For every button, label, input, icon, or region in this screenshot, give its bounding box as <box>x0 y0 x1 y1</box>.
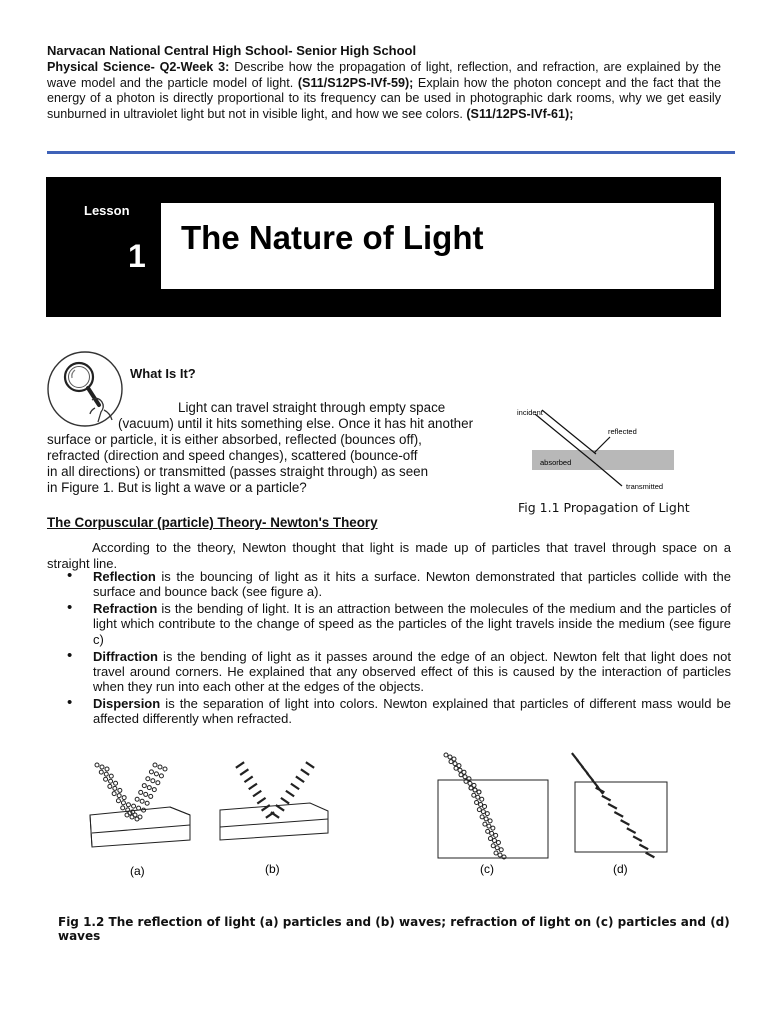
wavefront-mark <box>621 820 630 825</box>
list-item <box>67 696 731 727</box>
incident-ray <box>542 410 596 454</box>
wavefront-mark <box>249 784 257 790</box>
particle-dot <box>114 781 118 785</box>
figure-label-d: (d) <box>613 862 628 876</box>
reflected-label: reflected <box>608 427 637 436</box>
figure-b-waves-reflection <box>220 762 328 840</box>
bullet-term: Refraction <box>93 601 158 617</box>
particle-dot <box>475 800 479 804</box>
particle-dot <box>139 790 143 794</box>
particle-dot <box>444 753 448 757</box>
competency-code-1: (S11/S12PS-IVf-59); <box>297 75 414 90</box>
particle-dot <box>492 839 496 843</box>
particle-dot <box>116 799 120 803</box>
figure-label-c: (c) <box>480 862 494 876</box>
particle-dot <box>117 794 121 798</box>
wavefront-mark <box>646 853 655 858</box>
particle-dot <box>483 804 487 808</box>
wavefront-mark <box>602 796 611 801</box>
particle-dot <box>113 786 117 790</box>
lesson-title: The Nature of Light <box>181 219 484 256</box>
incident-label: incident <box>517 408 543 417</box>
figure-caption: Fig 1.1 Propagation of Light <box>518 500 690 515</box>
particle-dot <box>149 794 153 798</box>
particle-dot <box>476 795 480 799</box>
wavefront-mark <box>291 784 299 790</box>
intro-line: surface or particle, it is either absorbed, reflected (bounces off), <box>47 432 422 447</box>
bullet-text: is the bending of light as it passes around the edge of an object. Newton felt that light does not travel around corners. He explained that any observed effect of this is caused by the interaction of particles when they run into each other at the edges of the objects. <box>93 648 731 695</box>
wavefront-mark <box>627 828 636 833</box>
particle-dot <box>480 797 484 801</box>
particle-dot <box>499 848 503 852</box>
particle-dot <box>140 799 144 803</box>
figure-label-a: (a) <box>130 864 145 878</box>
bullet-text: is the separation of light into colors. Newton explained that particles of different mass would be affected differently when refracted. <box>93 696 731 727</box>
wavefront-mark <box>244 776 252 782</box>
particle-dot <box>137 806 141 810</box>
particle-dot <box>494 833 498 837</box>
wavefront-mark <box>286 791 294 797</box>
wavefront-mark <box>639 844 648 849</box>
particle-dot <box>145 801 149 805</box>
figure-a-particles-reflection <box>90 763 190 847</box>
absorbed-label: absorbed <box>540 458 572 467</box>
wavefront-mark <box>240 769 248 775</box>
particle-dot <box>104 772 108 776</box>
divider-line <box>47 151 735 154</box>
particle-dot <box>118 788 122 792</box>
particle-dot <box>163 767 167 771</box>
intro-line: (vacuum) until it hits something else. Once it has hit another <box>118 416 474 431</box>
particle-dot <box>498 853 502 857</box>
particle-dot <box>100 765 104 769</box>
particle-dot <box>479 802 483 806</box>
particle-dot <box>454 766 458 770</box>
particle-dot <box>109 779 113 783</box>
particle-dot <box>491 826 495 830</box>
bullet-term: Reflection <box>93 569 156 584</box>
bullet-list <box>67 569 731 728</box>
wavefront-mark <box>614 812 623 817</box>
particle-dot <box>151 779 155 783</box>
bullet-term: Dispersion <box>93 696 161 712</box>
particle-dot <box>481 810 485 814</box>
particle-dot <box>453 762 457 766</box>
list-item <box>67 569 731 600</box>
lesson-label: Lesson <box>84 203 130 218</box>
particle-dot <box>458 768 462 772</box>
particle-dot <box>146 777 150 781</box>
particle-dot <box>494 851 498 855</box>
wavefront-mark <box>608 804 617 809</box>
particle-dot <box>112 792 116 796</box>
particle-dot <box>104 777 108 781</box>
particle-dot <box>121 806 125 810</box>
particle-dot <box>477 790 481 794</box>
wavefront-mark <box>296 776 304 782</box>
wavefront-mark <box>633 836 642 841</box>
competency-text-1: Describe how the propagation of light, reflection, and refraction, are explained by the wave model and the particle model of light. <box>47 60 721 90</box>
particle-dot <box>484 817 488 821</box>
particle-dot <box>485 812 489 816</box>
particle-dot <box>144 792 148 796</box>
particle-dot <box>149 770 153 774</box>
wavefront-mark <box>306 762 314 768</box>
particle-dot <box>468 781 472 785</box>
section-heading: The Corpuscular (particle) Theory- Newton's Theory <box>47 515 378 530</box>
bullet-text: is the bending of light. It is an attraction between the molecules of the medium and the particles of light which contribute to the change of speed as the particles of the light travels inside the medium (see figure c) <box>93 601 731 647</box>
wavefront-mark <box>276 805 284 811</box>
particle-dot <box>142 784 146 788</box>
school-name: Narvacan National Central High School- Senior High School <box>47 43 417 58</box>
particle-dot <box>121 801 125 805</box>
particle-dot <box>463 775 467 779</box>
particle-dot <box>158 765 162 769</box>
particle-dot <box>472 793 476 797</box>
particle-dot <box>491 844 495 848</box>
particle-dot <box>126 803 130 807</box>
magnifier-icon <box>46 350 124 428</box>
particle-dot <box>147 786 151 790</box>
wavefront-mark <box>271 812 279 818</box>
figure-c-particles-refraction <box>438 753 548 859</box>
particle-dot <box>95 763 99 767</box>
particle-dot <box>154 772 158 776</box>
bullet-text: is the bouncing of light as it hits a surface. Newton demonstrated that particles collide with the surface and bounce back (see figure a). <box>93 569 731 600</box>
intro-line: refracted (direction and speed changes), scattered (bounce-off <box>47 448 418 463</box>
wavefront-mark <box>257 798 265 804</box>
particle-dot <box>488 837 492 841</box>
particle-dot <box>496 841 500 845</box>
particle-dot <box>99 770 103 774</box>
figure-label-b: (b) <box>265 862 280 876</box>
particle-dot <box>138 815 142 819</box>
list-item <box>67 649 731 695</box>
wavefront-mark <box>301 769 309 775</box>
particle-dot <box>153 763 157 767</box>
list-item <box>67 601 731 647</box>
bullet-term: Diffraction <box>93 648 158 664</box>
figure-caption: Fig 1.2 The reflection of light (a) particles and (b) waves; refraction of light on (c) particles and (d) waves <box>58 915 730 943</box>
competency-text-2: Explain how the photon concept and the fact that the energy of a photon is directly proportional to its frequency can be used in photographic dark rooms, why we get easily sunburned in ultraviolet light but not in visible light, and how we see colors. <box>47 75 721 121</box>
particle-dot <box>488 819 492 823</box>
particle-dot <box>469 786 473 790</box>
wavefront-mark <box>236 762 244 768</box>
particle-dot <box>495 846 499 850</box>
particle-dot <box>449 760 453 764</box>
particle-dot <box>132 804 136 808</box>
competency-text <box>47 60 721 122</box>
theory-intro: According to the theory, Newton thought that light is made up of particles that travel through space on a straight line. <box>47 540 731 571</box>
intro-line: in Figure 1. But is light a wave or a particle? <box>47 480 307 495</box>
particle-dot <box>122 796 126 800</box>
what-is-it-heading: What Is It? <box>130 366 196 381</box>
particle-dot <box>483 822 487 826</box>
particle-dot <box>108 784 112 788</box>
particle-dot <box>448 755 452 759</box>
figure-d-waves-refraction <box>572 753 667 857</box>
particle-dot <box>473 788 477 792</box>
competency-prefix: Physical Science- Q2-Week 3: <box>47 60 230 74</box>
intro-line: in all directions) or transmitted (passes straight through) as seen <box>47 464 429 479</box>
particle-dot <box>490 831 494 835</box>
particle-dot <box>480 815 484 819</box>
reflection-refraction-figure <box>80 745 680 895</box>
particle-dot <box>109 774 113 778</box>
particle-dot <box>487 824 491 828</box>
particle-dot <box>105 767 109 771</box>
intro-line: Light can travel straight through empty space <box>178 400 446 415</box>
particle-dot <box>486 829 490 833</box>
particle-dot <box>133 813 137 817</box>
particle-dot <box>477 808 481 812</box>
particle-dot <box>156 781 160 785</box>
wavefront-mark <box>253 791 261 797</box>
wavefront-mark <box>262 805 270 811</box>
transmitted-label: transmitted <box>626 482 664 491</box>
particle-dot <box>152 788 156 792</box>
wavefront-mark <box>281 798 289 804</box>
propagation-diagram <box>510 402 690 497</box>
particle-dot <box>159 774 163 778</box>
particle-dot <box>459 773 463 777</box>
particle-dot <box>135 797 139 801</box>
competency-code-2: (S11/12PS-IVf-61); <box>466 106 574 121</box>
lesson-number: 1 <box>128 238 146 274</box>
